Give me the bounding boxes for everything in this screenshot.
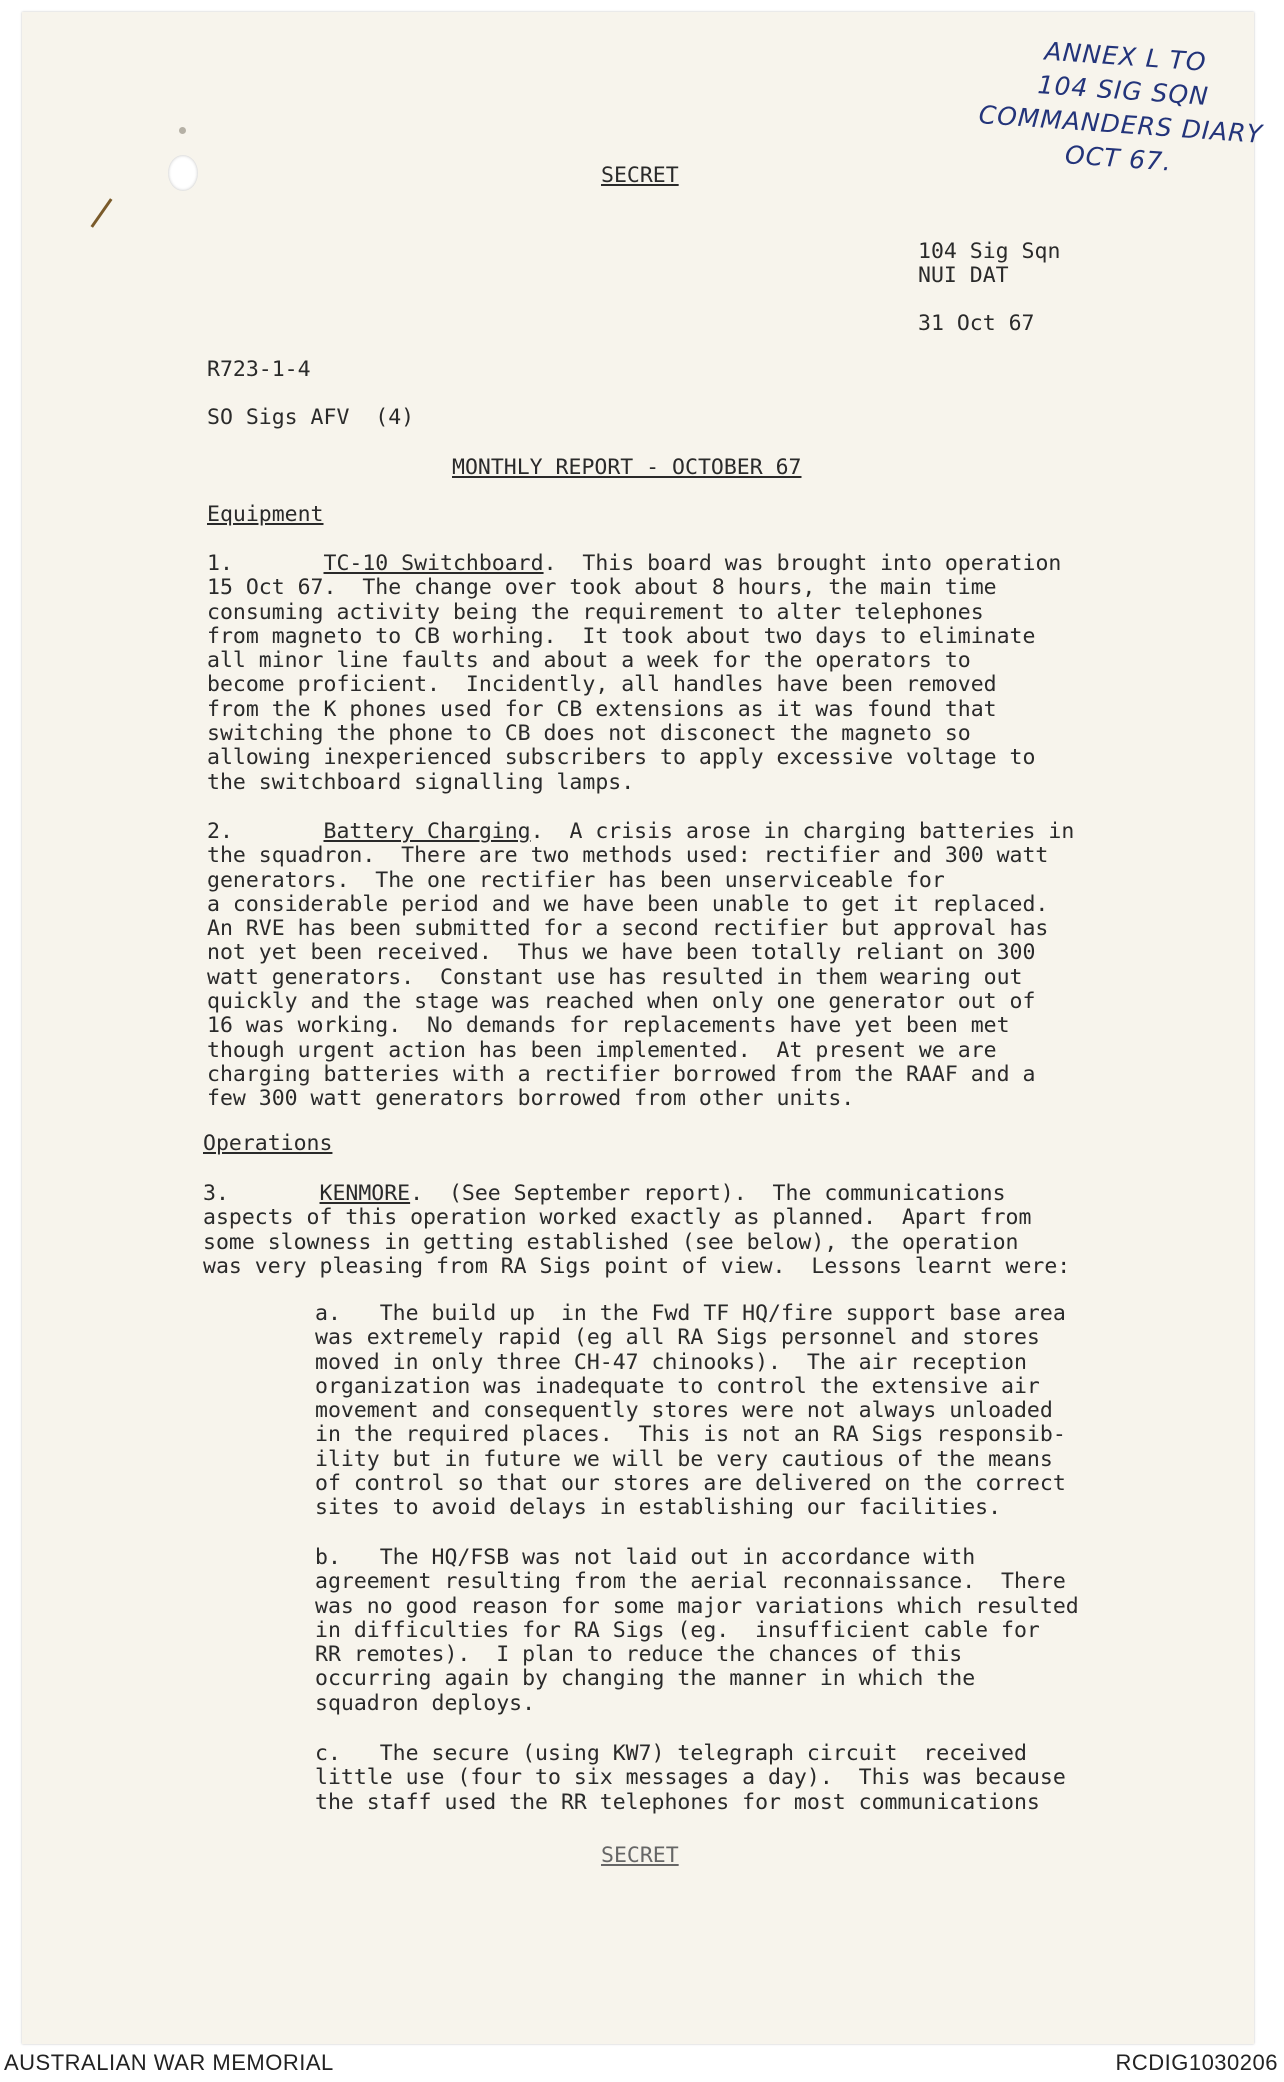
- paragraph-line: agreement resulting from the aerial reconnaissance. There: [315, 1569, 1066, 1595]
- paragraph-line: from magneto to CB worhing. It took about two days to eliminate: [207, 623, 1036, 649]
- section-heading-equipment: Equipment: [207, 502, 324, 527]
- paragraph-line: RR remotes). I plan to reduce the chances of this: [315, 1642, 963, 1668]
- paragraph-line: An RVE has been submitted for a second rectifier but approval has: [207, 916, 1049, 942]
- paragraph-number: 3.: [203, 1181, 229, 1206]
- annotation-line: ANNEX L TO: [1043, 36, 1208, 77]
- paragraph-line: aspects of this operation worked exactly as planned. Apart from: [203, 1205, 1032, 1231]
- paragraph-line: a considerable period and we have been unable to get it replaced.: [207, 891, 1049, 917]
- report-date: 31 Oct 67: [918, 311, 1035, 336]
- paragraph-line: some slowness in getting established (see below), the operation: [203, 1229, 1019, 1255]
- paragraph-line: A crisis arose in charging batteries in: [543, 819, 1075, 844]
- paragraph-line: become proficient. Incidently, all handles have been removed: [207, 672, 997, 698]
- paragraph-line: allowing inexperienced subscribers to apply excessive voltage to: [207, 745, 1036, 771]
- paragraph-line: from the K phones used for CB extensions as it was found that: [207, 696, 997, 722]
- paragraph-line: ility but in future we will be very cautious of the means: [315, 1446, 1053, 1472]
- paragraph-title: Battery Charging: [323, 819, 531, 844]
- paragraph-line: the staff used the RR telephones for most communications: [315, 1789, 1040, 1815]
- paragraph-line: a. The build up in the Fwd TF HQ/fire support base area: [315, 1301, 1066, 1326]
- paragraph-line: sites to avoid delays in establishing our facilities.: [315, 1495, 1002, 1521]
- paragraph-line: switching the phone to CB does not disconect the magneto so: [207, 721, 971, 747]
- paragraph-number: 2.: [207, 819, 233, 844]
- paragraph-title: TC-10 Switchboard: [323, 551, 544, 576]
- paragraph-line: the switchboard signalling lamps.: [207, 769, 635, 795]
- paragraph-line: 15 Oct 67. The change over took about 8 hours, the main time: [207, 575, 997, 601]
- paragraph-line: of control so that our stores are delivered on the correct: [315, 1471, 1066, 1497]
- subparagraph-b: [315, 1546, 1079, 1716]
- paragraph-line: This board was brought into operation: [556, 551, 1062, 576]
- subparagraph-a: [315, 1302, 1066, 1521]
- paragraph-line: 16 was working. No demands for replacements have yet been met: [207, 1013, 1010, 1039]
- paragraph-2: 2. Battery Charging. A crisis arose in charging batteries in the squadron. There are two methods used: rectifier and 300 watt generators. The one rectifier has been unserviceable for a considerable period and we have been unable to get it replaced. An RVE has been submitted for a second rectifier but approval has not yet been received. Thus we have been totally reliant on 300 watt generators. Constant use has resulted in them wearing out quickly and the stage was reached when only one generator out of 16 was working. No demands for replacements have yet been met though urgent action has been implemented. At present we are charging batteries with a rectifier borrowed from the RAAF and a few 300 watt generators borrowed from other units.: [207, 819, 1075, 1112]
- footer-id: RCDIG1030206: [1115, 2050, 1278, 2075]
- paragraph-line: (See September report). The communications: [423, 1181, 1006, 1206]
- file-reference: R723-1-4: [207, 357, 311, 382]
- paper-mark: [179, 127, 186, 134]
- classification-top: SECRET: [601, 163, 679, 188]
- paragraph-line: not yet been received. Thus we have been totally reliant on 300: [207, 940, 1036, 966]
- paragraph-line: consuming activity being the requirement to alter telephones: [207, 599, 984, 625]
- paragraph-line: though urgent action has been implemented. At present we are: [207, 1037, 997, 1063]
- paragraph-line: quickly and the stage was reached when only one generator out of: [207, 989, 1036, 1015]
- paragraph-line: the squadron. There are two methods used: rectifier and 300 watt: [207, 843, 1049, 869]
- annotation-line: COMMANDERS DIARY: [977, 100, 1264, 149]
- unit-line: 104 Sig Sqn: [918, 239, 1061, 264]
- document-page: [22, 12, 1264, 2044]
- paragraph-line: was very pleasing from RA Sigs point of view. Lessons learnt were:: [203, 1253, 1071, 1279]
- paragraph-line: moved in only three CH-47 chinooks). The air reception: [315, 1349, 1027, 1375]
- paragraph-line: c. The secure (using KW7) telegraph circuit received: [315, 1741, 1027, 1766]
- classification-bottom: SECRET: [601, 1843, 679, 1868]
- paragraph-line: little use (four to six messages a day). This was because: [315, 1765, 1066, 1791]
- paragraph-line: organization was inadequate to control the extensive air: [315, 1373, 1040, 1399]
- paragraph-line: watt generators. Constant use has resulted in them wearing out: [207, 964, 1023, 990]
- paragraph-line: generators. The one rectifier has been unserviceable for: [207, 867, 945, 893]
- annotation-line: 104 SIG SQN: [1036, 70, 1210, 111]
- report-title: MONTHLY REPORT - OCTOBER 67: [452, 455, 802, 480]
- paragraph-number: 1.: [207, 551, 233, 576]
- paragraph-line: was extremely rapid (eg all RA Sigs personnel and stores: [315, 1325, 1040, 1351]
- paragraph-line: b. The HQ/FSB was not laid out in accordance with: [315, 1545, 976, 1570]
- ink-mark: [91, 198, 113, 228]
- annotation-line: OCT 67.: [1064, 140, 1173, 177]
- subparagraph-c: [315, 1742, 1066, 1815]
- paragraph-line: squadron deploys.: [315, 1690, 536, 1716]
- punch-hole: [168, 155, 198, 191]
- addressee: SO Sigs AFV (4): [207, 405, 415, 430]
- paragraph-line: was no good reason for some major variations which resulted: [315, 1593, 1079, 1619]
- paragraph-line: in difficulties for RA Sigs (eg. insufficient cable for: [315, 1617, 1040, 1643]
- paragraph-line: all minor line faults and about a week for the operators to: [207, 648, 971, 674]
- paragraph-line: in the required places. This is not an RA Sigs responsib-: [315, 1422, 1066, 1448]
- paragraph-line: few 300 watt generators borrowed from other units.: [207, 1086, 855, 1112]
- paragraph-1: 1. TC-10 Switchboard. This board was brought into operation 15 Oct 67. The change over took about 8 hours, the main time consuming activity being the requirement to alter telephones from magneto to CB worhing. It took about two days to eliminate all minor line faults and about a week for the operators to become proficient. Incidently, all handles have been removed from the K phones used for CB extensions as it was found that switching the phone to CB does not disconect the magneto so allowing inexperienced subscribers to apply excessive voltage to the switchboard signalling lamps.: [207, 551, 1062, 795]
- footer-credit: AUSTRALIAN WAR MEMORIAL: [4, 2050, 334, 2075]
- paragraph-3: 3. KENMORE. (See September report). The communications aspects of this operation worked exactly as planned. Apart from some slowness in getting established (see below), the operation was very pleasing from RA Sigs point of view. Lessons learnt were:: [203, 1181, 1071, 1279]
- paragraph-line: occurring again by changing the manner in which the: [315, 1666, 976, 1692]
- paragraph-title: KENMORE: [319, 1181, 411, 1206]
- paragraph-line: charging batteries with a rectifier borrowed from the RAAF and a: [207, 1061, 1036, 1087]
- handwritten-annotation: [968, 30, 1277, 187]
- paragraph-line: movement and consequently stores were not always unloaded: [315, 1398, 1053, 1424]
- section-heading-operations: Operations: [203, 1131, 333, 1156]
- unit-line: NUI DAT: [918, 263, 1009, 288]
